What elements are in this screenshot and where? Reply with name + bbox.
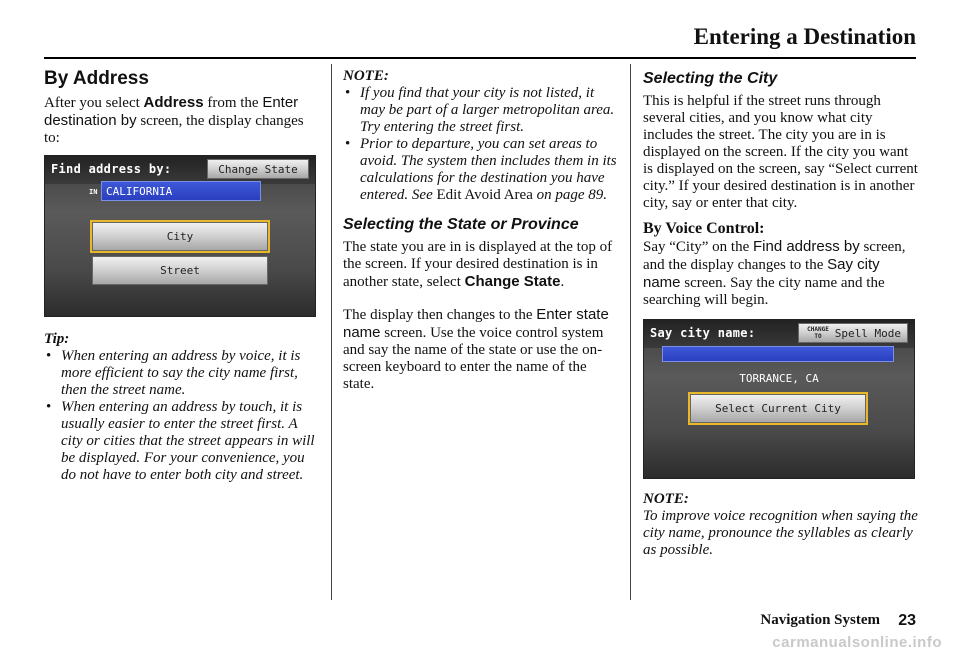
by-address-intro: After you select Address from the Enter destination by screen, the display changes to: — [44, 94, 304, 146]
note-item: • Prior to departure, you can set areas to avoid. The system then includes them in its calculations for the destination you have entered. See Edit Avoid Area on page 89. — [343, 136, 619, 204]
change-to-tag: CHANGE TO — [807, 326, 829, 340]
city-paragraph: This is helpful if the street runs through several cities, and you know what city includes the street. The city you are in is displayed on the screen. If the city you want is displayed on the screen, say “Select current city.” If your desired destination is in another city, say or enter that city. — [643, 93, 918, 211]
column-divider-1 — [331, 64, 332, 600]
city-heading: Selecting the City — [643, 70, 778, 87]
voice-note-text: To improve voice recognition when saying the city name, pronounce the syllables as clearly as possible. — [643, 508, 918, 558]
state-field: CALIFORNIA — [101, 181, 261, 201]
tip-item: • When entering an address by touch, it is usually easier to enter the street first. A city or cities that the street appears in will be displayed. For your convenience, you do not have to enter both city and street. — [44, 399, 320, 484]
header-rule — [44, 57, 916, 59]
column-city — [643, 64, 919, 559]
state-indicator-tag: IN — [89, 188, 98, 196]
column-state — [343, 64, 619, 393]
find-address-title: Find address by: — [51, 162, 172, 176]
tip-label: Tip: — [44, 331, 70, 347]
state-heading: Selecting the State or Province — [343, 216, 579, 233]
street-button[interactable]: Street — [92, 256, 268, 285]
column-by-address — [44, 64, 320, 484]
state-paragraph: The state you are in is displayed at the top of the screen. If your desired destination is in another state, select Change State. — [343, 239, 613, 290]
say-city-name-term: Say city name — [643, 256, 880, 291]
voice-paragraph: Say “City” on the Find address by screen, and the display changes to the Say city name screen. Say the city name and the searching will begin. — [643, 238, 906, 308]
enter-state-name-term: Enter state name — [343, 306, 609, 341]
address-term: Address — [143, 94, 204, 111]
change-state-button[interactable]: Change State — [207, 159, 309, 179]
say-city-name-title: Say city name: — [650, 326, 756, 340]
current-city-label: TORRANCE, CA — [739, 372, 819, 385]
say-city-name-screenshot — [643, 319, 915, 479]
change-state-term: Change State — [464, 273, 561, 290]
page-number: 23 — [898, 612, 916, 629]
tips-list — [44, 348, 320, 484]
footer-section-name: Navigation System — [760, 612, 880, 628]
by-address-heading: By Address — [44, 68, 149, 89]
notes-list — [343, 85, 619, 204]
city-button[interactable]: City — [92, 222, 268, 251]
note-item: • If you find that your city is not listed, it may be part of a larger metropolitan area. Try entering the street first. — [343, 85, 619, 136]
enter-destination-term: Enter destination by — [44, 94, 299, 129]
note-label: NOTE: — [643, 491, 689, 507]
watermark: carmanualsonline.info — [772, 634, 942, 651]
spell-mode-button[interactable] — [798, 323, 908, 343]
display-paragraph: The display then changes to the Enter state name screen. Use the voice control system and say the name of the state or use the on-screen keyboard to enter the name of the state. — [343, 306, 609, 392]
note-label: NOTE: — [343, 68, 389, 84]
tip-item: • When entering an address by voice, it is more efficient to say the city name first, then the street name. — [44, 348, 320, 399]
page-header-title: Entering a Destination — [693, 24, 916, 49]
spell-mode-label: Spell Mode — [834, 326, 901, 340]
voice-control-heading: By Voice Control: — [643, 220, 765, 237]
city-name-field[interactable] — [662, 346, 894, 362]
find-address-term: Find address by — [752, 238, 860, 255]
edit-avoid-area-ref: Edit Avoid Area — [436, 187, 533, 203]
column-divider-2 — [630, 64, 631, 600]
find-address-screenshot — [44, 155, 316, 317]
select-current-city-button[interactable]: Select Current City — [690, 394, 866, 423]
